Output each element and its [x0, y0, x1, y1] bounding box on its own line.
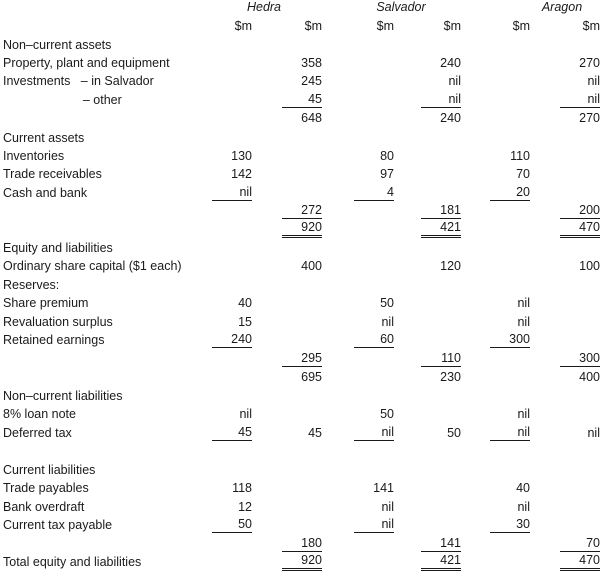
- amount-cell: nil: [517, 500, 530, 514]
- amount-cell: 245: [301, 74, 322, 88]
- statement-row: [0, 54, 605, 72]
- row-label: Current assets: [3, 131, 85, 145]
- amount-cell: 20: [490, 184, 530, 201]
- statement-row: [0, 147, 605, 165]
- amount-cell: 270: [579, 111, 600, 125]
- amount-cell: 920: [282, 220, 322, 238]
- amount-cell: 240: [440, 111, 461, 125]
- statement-row: [0, 313, 605, 331]
- amount-cell: nil: [381, 500, 394, 514]
- statement-row: [0, 350, 605, 368]
- amount-cell: 12: [238, 500, 252, 514]
- amount-cell: 300: [490, 331, 530, 348]
- amount-cell: 920: [282, 553, 322, 571]
- amount-cell: 300: [560, 350, 600, 367]
- unit-header: $m: [376, 19, 394, 33]
- amount-cell: nil: [517, 315, 530, 329]
- amount-cell: 141: [421, 535, 461, 552]
- statement-row: [0, 109, 605, 127]
- amount-cell: 15: [238, 315, 252, 329]
- row-label: Current tax payable: [3, 518, 113, 532]
- statement-row: [0, 405, 605, 423]
- amount-cell: 648: [301, 111, 322, 125]
- amount-cell: nil: [517, 296, 530, 310]
- amount-cell: 358: [301, 56, 322, 70]
- amount-cell: 40: [516, 481, 530, 495]
- row-label: Property, plant and equipment: [3, 56, 170, 70]
- row-label: Ordinary share capital ($1 each): [3, 259, 182, 273]
- statement-row: [0, 331, 605, 349]
- amount-cell: 270: [579, 56, 600, 70]
- statement-row: [0, 516, 605, 534]
- amount-cell: 60: [354, 331, 394, 348]
- amount-cell: nil: [239, 407, 252, 421]
- amount-cell: 45: [212, 424, 252, 441]
- row-label: Deferred tax: [3, 426, 72, 440]
- row-label: Total equity and liabilities: [3, 555, 142, 569]
- row-label: Share premium: [3, 296, 89, 310]
- unit-header: $m: [512, 19, 530, 33]
- row-label: Non–current liabilities: [3, 389, 123, 403]
- amount-cell: nil: [212, 184, 252, 201]
- amount-cell: 70: [516, 167, 530, 181]
- statement-row: [0, 36, 605, 54]
- amount-cell: 40: [238, 296, 252, 310]
- statement-row: [0, 257, 605, 275]
- amount-cell: 400: [579, 370, 600, 384]
- amount-cell: nil: [490, 424, 530, 441]
- amount-cell: 421: [421, 220, 461, 238]
- amount-cell: 180: [282, 535, 322, 552]
- amount-cell: nil: [587, 74, 600, 88]
- row-label: Trade payables: [3, 481, 89, 495]
- amount-cell: nil: [587, 426, 600, 440]
- amount-cell: 130: [231, 149, 252, 163]
- statement-row: [0, 461, 605, 479]
- row-label: Current liabilities: [3, 463, 96, 477]
- statement-row: [0, 91, 605, 109]
- row-label: – other: [3, 93, 122, 107]
- amount-cell: nil: [381, 315, 394, 329]
- amount-cell: nil: [517, 407, 530, 421]
- statement-row: [0, 553, 605, 571]
- amount-cell: 240: [440, 56, 461, 70]
- amount-cell: 80: [380, 149, 394, 163]
- amount-cell: 470: [560, 220, 600, 238]
- row-label: Investments – in Salvador: [3, 74, 154, 88]
- statement-row: [0, 387, 605, 405]
- unit-header: $m: [443, 19, 461, 33]
- amount-cell: nil: [448, 74, 461, 88]
- amount-cell: 181: [421, 202, 461, 219]
- statement-row: [0, 165, 605, 183]
- amount-cell: 45: [282, 91, 322, 108]
- amount-cell: 45: [308, 426, 322, 440]
- row-label: Equity and liabilities: [3, 241, 113, 255]
- row-label: Bank overdraft: [3, 500, 85, 514]
- row-label: Retained earnings: [3, 333, 105, 347]
- amount-cell: 110: [421, 350, 461, 367]
- row-label: 8% loan note: [3, 407, 76, 421]
- statement-row: [0, 498, 605, 516]
- unit-header: $m: [234, 19, 252, 33]
- amount-cell: 240: [212, 331, 252, 348]
- amount-cell: 200: [560, 202, 600, 219]
- amount-cell: nil: [354, 424, 394, 441]
- statement-row: [0, 72, 605, 90]
- statement-row: [0, 479, 605, 497]
- company-header-hedra: Hedra: [246, 0, 282, 14]
- amount-cell: 50: [380, 296, 394, 310]
- amount-cell: nil: [560, 91, 600, 108]
- statement-row: [0, 535, 605, 553]
- unit-header: $m: [582, 19, 600, 33]
- amount-cell: 272: [282, 202, 322, 219]
- row-label: Inventories: [3, 149, 65, 163]
- amount-cell: 695: [301, 370, 322, 384]
- amount-cell: 30: [490, 516, 530, 533]
- amount-cell: 400: [301, 259, 322, 273]
- statement-row: [0, 129, 605, 147]
- amount-cell: 110: [510, 149, 530, 163]
- row-label: Cash and bank: [3, 186, 88, 200]
- amount-cell: nil: [354, 516, 394, 533]
- row-label: Trade receivables: [3, 167, 102, 181]
- unit-header: $m: [304, 19, 322, 33]
- company-header-aragon: Aragon: [541, 0, 583, 14]
- amount-cell: 470: [560, 553, 600, 571]
- statement-row: [0, 368, 605, 386]
- company-header-salvador: Salvador: [376, 0, 426, 14]
- statement-row: [0, 294, 605, 312]
- amount-cell: 421: [421, 553, 461, 571]
- amount-cell: 70: [560, 535, 600, 552]
- amount-cell: 118: [232, 481, 252, 495]
- amount-cell: 50: [447, 426, 461, 440]
- amount-cell: 230: [440, 370, 461, 384]
- row-label: Revaluation surplus: [3, 315, 113, 329]
- amount-cell: 4: [354, 184, 394, 201]
- amount-cell: 50: [380, 407, 394, 421]
- amount-cell: 97: [380, 167, 394, 181]
- amount-cell: 295: [282, 350, 322, 367]
- row-label: Reserves:: [3, 278, 60, 292]
- statement-row: [0, 220, 605, 238]
- amount-cell: 100: [579, 259, 600, 273]
- amount-cell: 142: [231, 167, 252, 181]
- amount-cell: 141: [373, 481, 394, 495]
- amount-cell: nil: [421, 91, 461, 108]
- statement-row: [0, 184, 605, 202]
- statement-row: [0, 443, 605, 461]
- amount-cell: 50: [212, 516, 252, 533]
- statement-row: [0, 424, 605, 442]
- statement-row: [0, 202, 605, 220]
- statement-row: [0, 276, 605, 294]
- row-label: Non–current assets: [3, 38, 112, 52]
- statement-row: [0, 239, 605, 257]
- amount-cell: 120: [440, 259, 461, 273]
